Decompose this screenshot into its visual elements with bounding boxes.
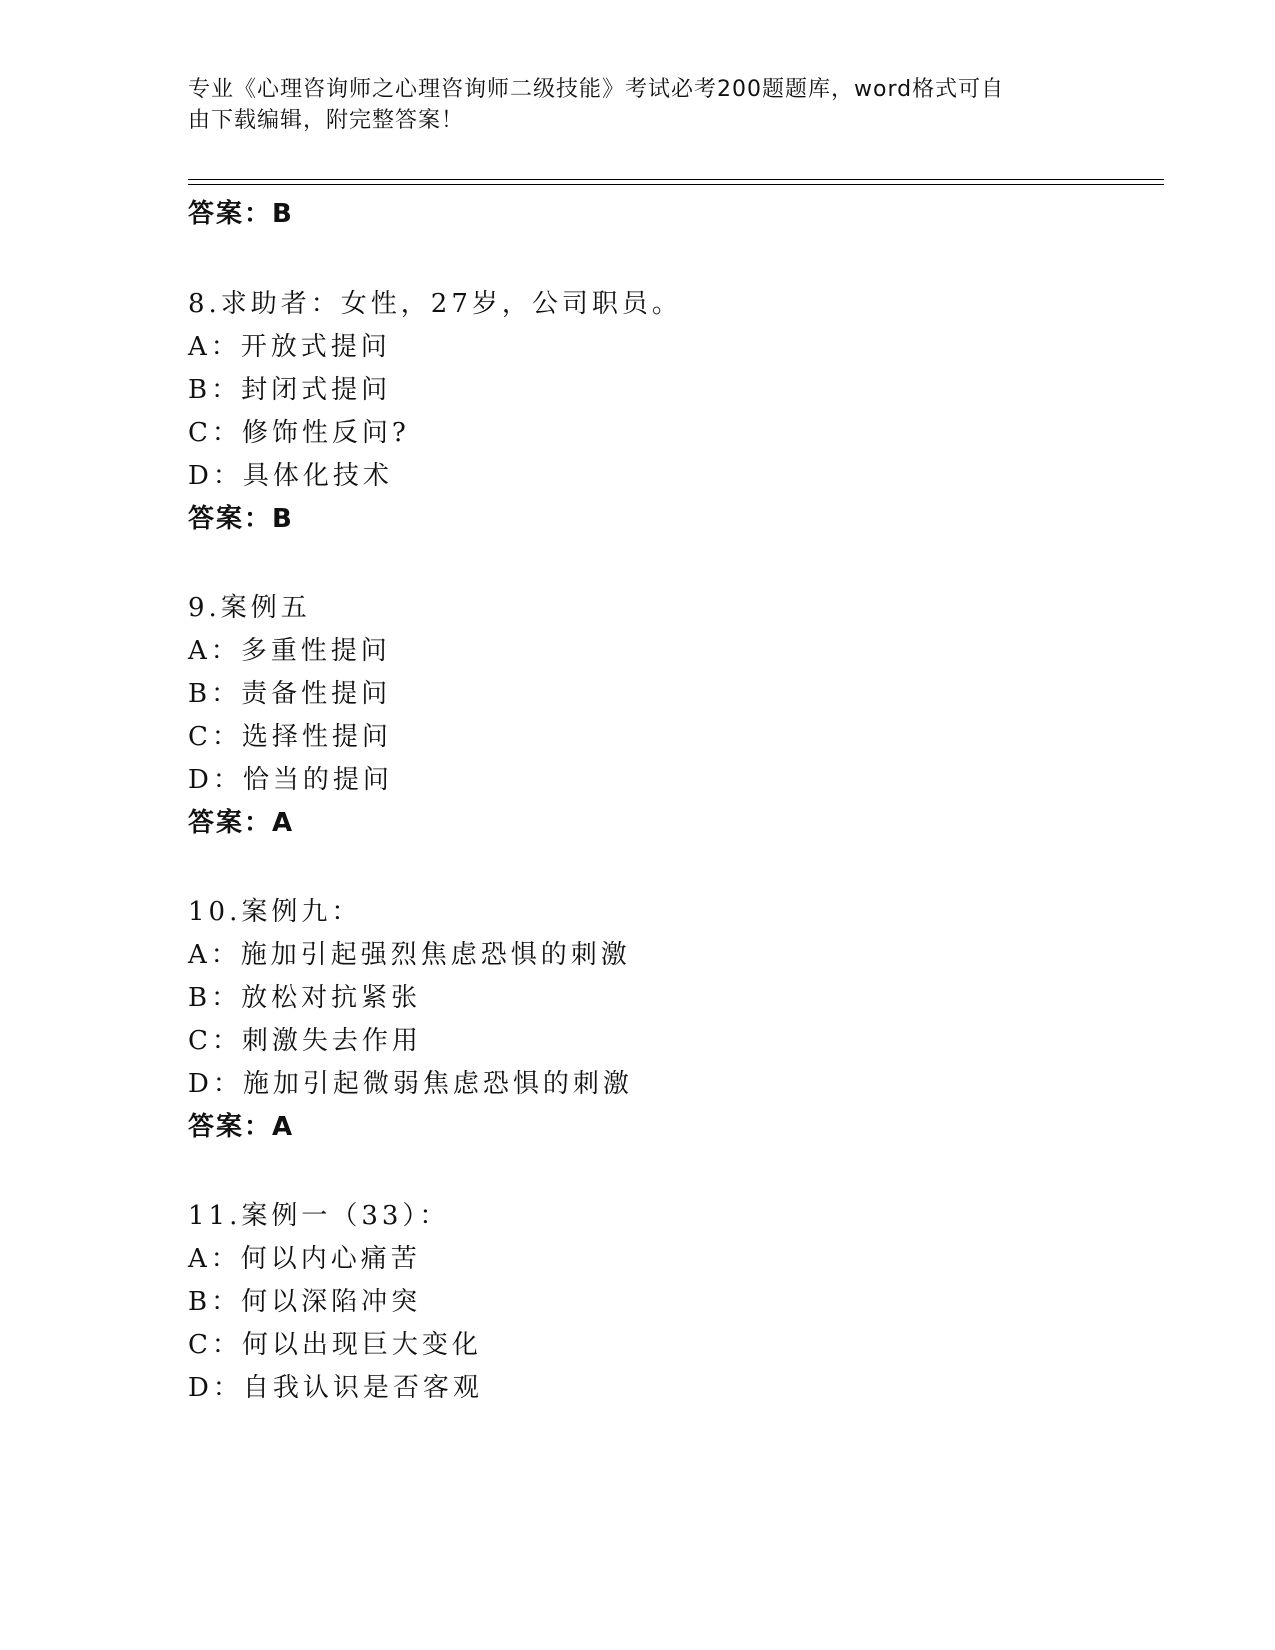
question-9-option-a: A：多重性提问 [188, 636, 391, 666]
header-line-1: 专业《心理咨询师之心理咨询师二级技能》考试必考200题题库，word格式可自 [188, 77, 1005, 102]
answer-line: 答案：B [188, 199, 294, 229]
header-divider-top [188, 179, 1164, 180]
question-10-option-a: A：施加引起强烈焦虑恐惧的刺激 [188, 940, 631, 970]
document-header [188, 74, 1088, 136]
question-8-option-c: C：修饰性反问? [188, 418, 410, 448]
question-11-option-a: A：何以内心痛苦 [188, 1244, 421, 1274]
question-9-option-d: D：恰当的提问 [188, 765, 393, 795]
question-9-answer: 答案：A [188, 808, 295, 838]
question-10-title: 10.案例九： [188, 897, 362, 927]
question-10-option-c: C：刺激失去作用 [188, 1026, 422, 1056]
question-9-option-c: C：选择性提问 [188, 722, 392, 752]
question-10-option-b: B：放松对抗紧张 [188, 983, 422, 1013]
header-divider-bottom [188, 184, 1164, 185]
question-9-title: 9.案例五 [188, 593, 311, 623]
question-11-option-d: D：自我认识是否客观 [188, 1373, 483, 1403]
question-11-option-b: B：何以深陷冲突 [188, 1287, 422, 1317]
question-8-option-d: D：具体化技术 [188, 461, 393, 491]
header-line-2: 由下载编辑，附完整答案！ [188, 108, 465, 133]
question-8-title: 8.求助者：女性，27岁，公司职员。 [188, 289, 682, 319]
question-9-option-b: B：责备性提问 [188, 679, 392, 709]
question-8-option-a: A：开放式提问 [188, 332, 391, 362]
question-8-option-b: B：封闭式提问 [188, 375, 392, 405]
question-10-option-d: D：施加引起微弱焦虑恐惧的刺激 [188, 1069, 633, 1099]
question-11-title: 11.案例一（33）： [188, 1201, 450, 1231]
question-10-answer: 答案：A [188, 1112, 295, 1142]
question-8-answer: 答案：B [188, 504, 294, 534]
question-11-option-c: C：何以出现巨大变化 [188, 1330, 482, 1360]
